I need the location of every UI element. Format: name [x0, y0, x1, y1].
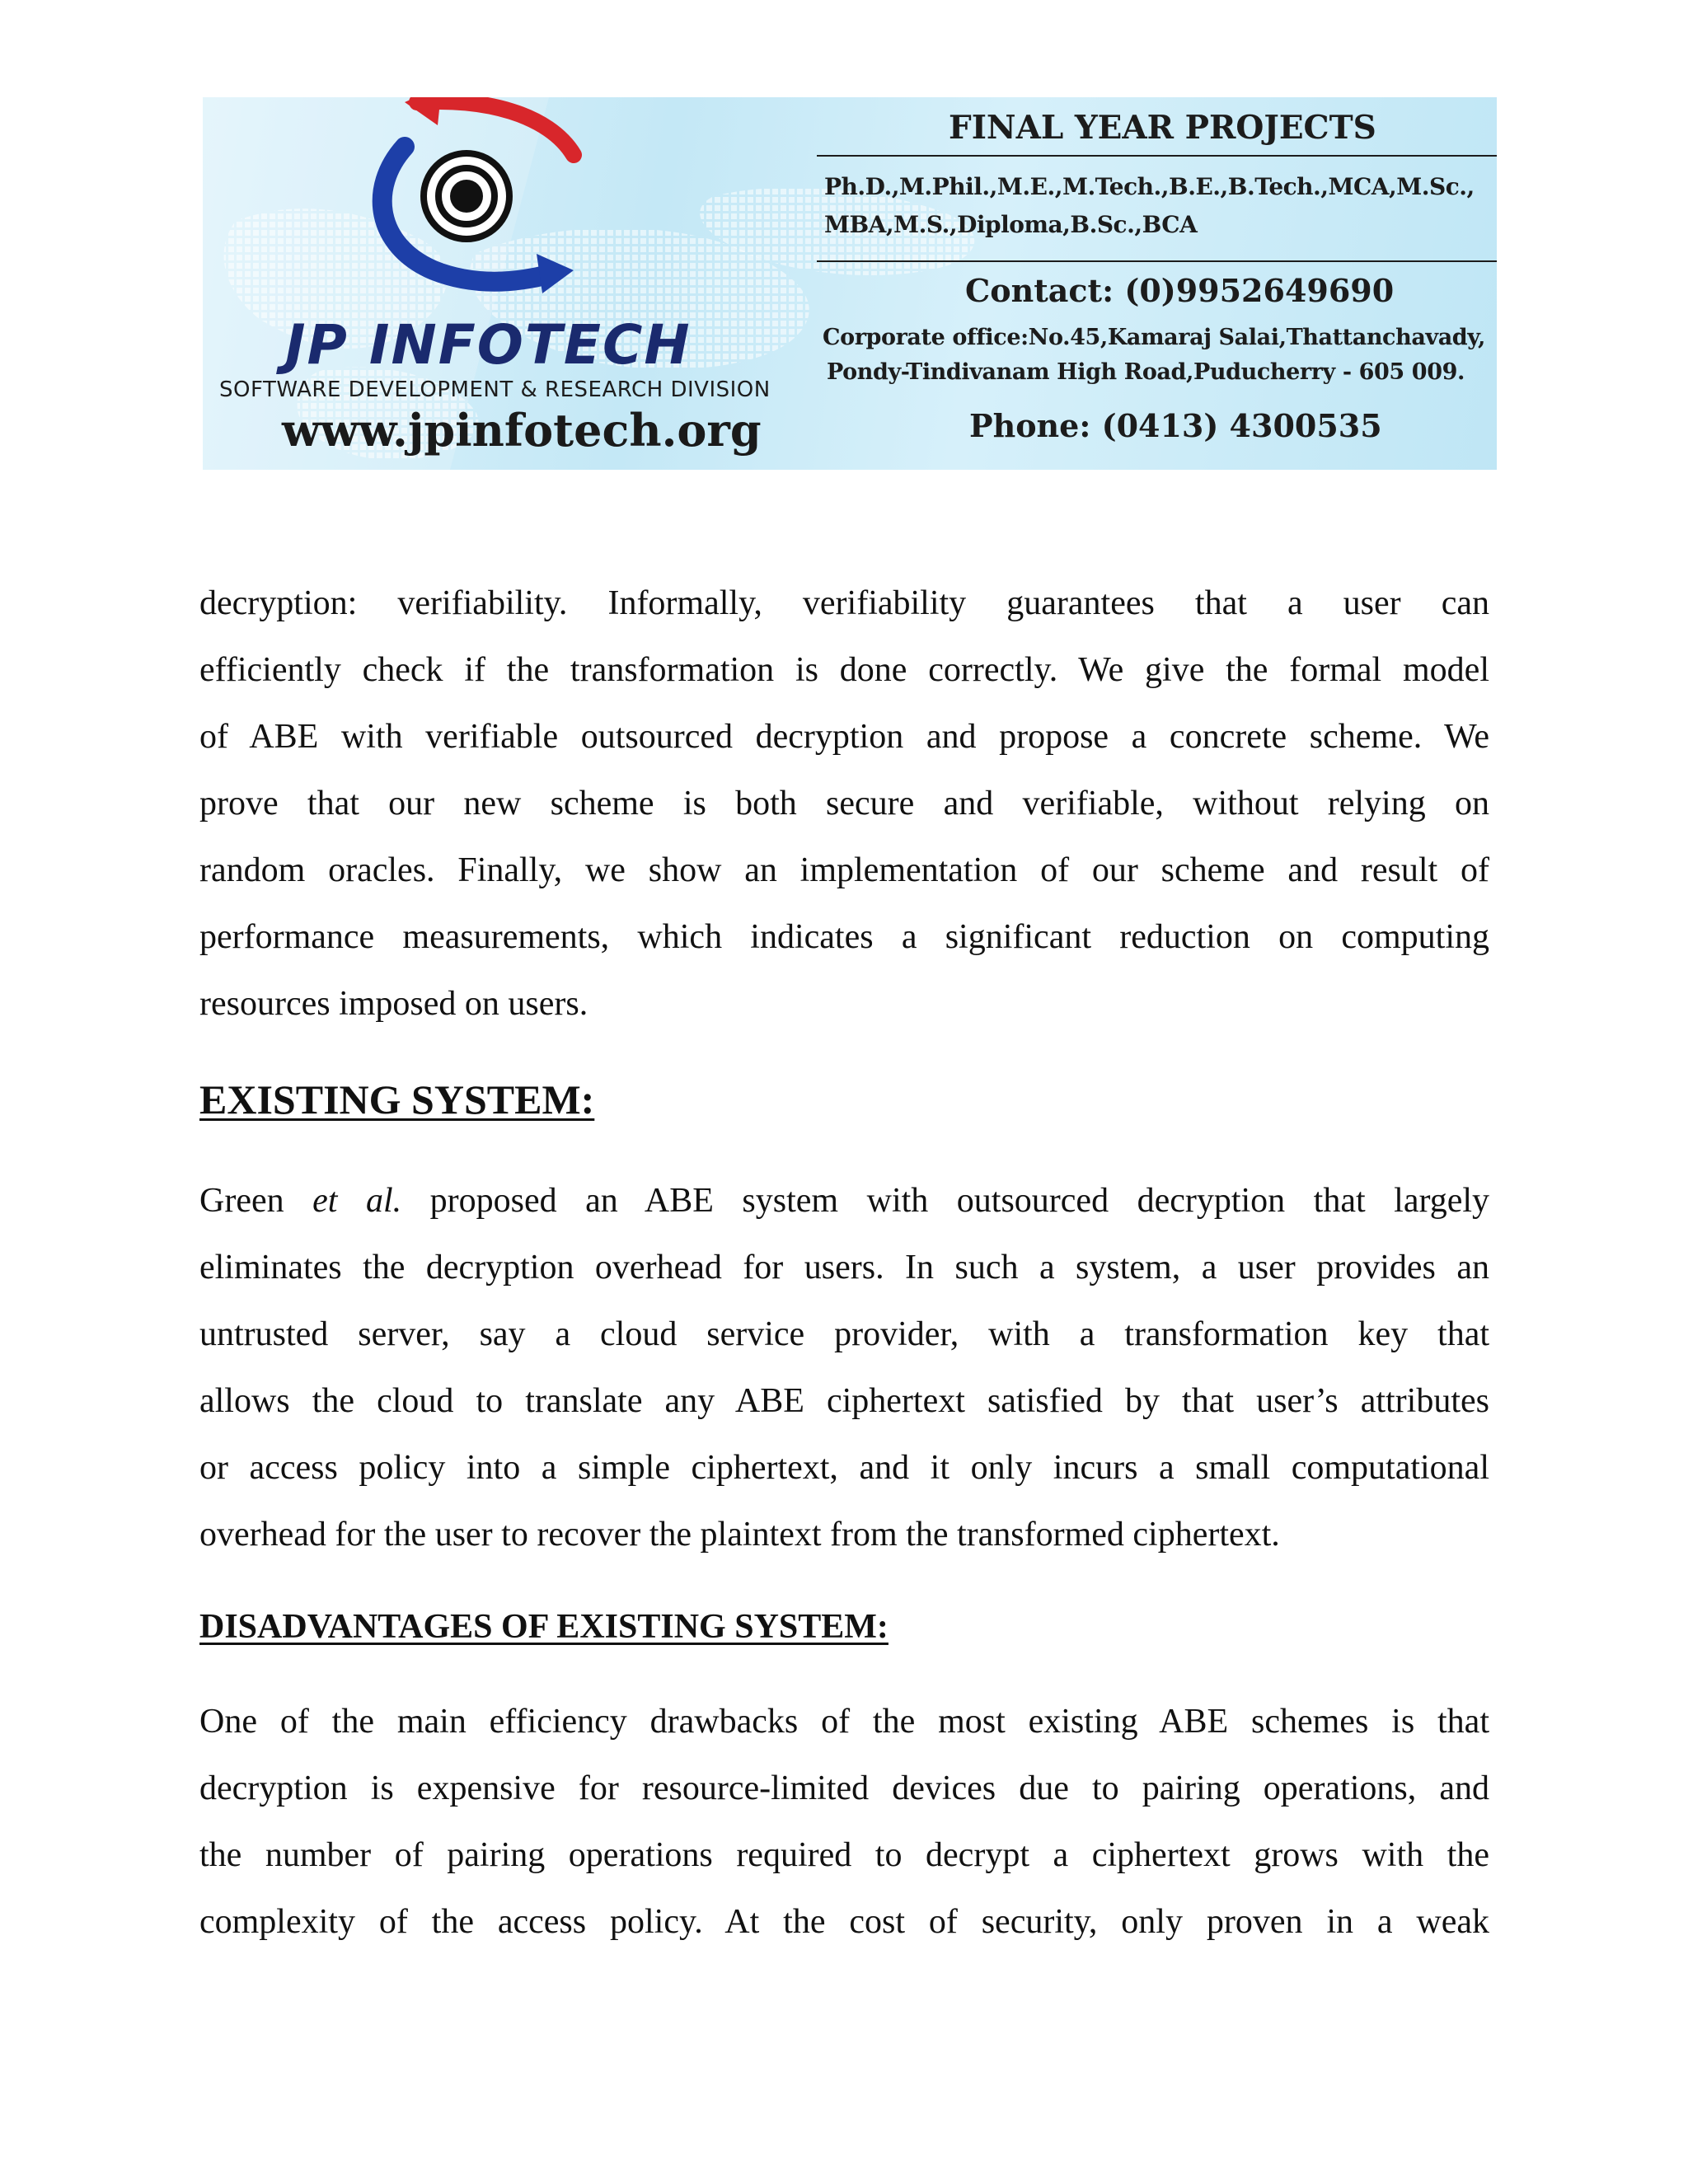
eye-target-icon — [326, 97, 607, 303]
disadvantages-paragraph — [199, 1689, 1489, 1956]
disadvantages-heading: DISADVANTAGES OF EXISTING SYSTEM: — [199, 1608, 889, 1646]
office-address-line-1: Corporate office:No.45,Kamaraj Salai,Thattanchavady, — [823, 325, 1485, 350]
paragraph-line-rest: proposed an ABE system with outsourced decryption that largely — [429, 1182, 1490, 1220]
degrees-line-1: Ph.D.,M.Phil.,M.E.,M.Tech.,B.E.,B.Tech.,MCA,M.Sc., — [824, 173, 1475, 200]
paragraph-line: efficiently check if the transformation is done correctly. We give the formal model — [199, 651, 1489, 689]
banner-divider-top — [817, 155, 1497, 157]
author-name: Green — [199, 1182, 284, 1220]
paragraph-line: One of the main efficiency drawbacks of the most existing ABE schemes is that — [199, 1703, 1489, 1741]
paragraph-line: overhead for the user to recover the plaintext from the transformed ciphertext. — [199, 1516, 1280, 1554]
paragraph-line: performance measurements, which indicates a significant reduction on computing — [199, 918, 1489, 956]
paragraph-line: decryption: verifiability. Informally, verifiability guarantees that a user can — [199, 584, 1489, 622]
citation-italic: et al. — [312, 1182, 402, 1220]
paragraph-line: decryption is expensive for resource-limited devices due to pairing operations, and — [199, 1769, 1489, 1807]
brand-tagline: SOFTWARE DEVELOPMENT & RESEARCH DIVISION — [219, 377, 771, 402]
header-banner — [203, 97, 1497, 470]
website-link[interactable]: www.jpinfotech.org — [282, 404, 762, 457]
office-address-line-2: Pondy-Tindivanam High Road,Puducherry - 605 009. — [827, 359, 1465, 385]
degrees-line-2: MBA,M.S.,Diploma,B.Sc.,BCA — [824, 211, 1198, 238]
contact-number: Contact: (0)9952649690 — [965, 272, 1395, 309]
paragraph-line: complexity of the access policy. At the cost of security, only proven in a weak — [199, 1903, 1489, 1941]
existing-system-heading: EXISTING SYSTEM: — [199, 1076, 595, 1122]
existing-system-paragraph — [199, 1168, 1489, 1568]
paragraph-line: allows the cloud to translate any ABE ciphertext satisfied by that user’s attributes — [199, 1382, 1489, 1420]
paragraph-line: of ABE with verifiable outsourced decryption and propose a concrete scheme. We — [199, 718, 1489, 756]
banner-divider-bottom — [817, 260, 1497, 262]
paragraph-line: eliminates the decryption overhead for users. In such a system, a user provides an — [199, 1249, 1489, 1286]
brand-name: JP INFOTECH — [285, 313, 692, 377]
paragraph-line: resources imposed on users. — [199, 985, 588, 1023]
paragraph-line: untrusted server, say a cloud service provider, with a transformation key that — [199, 1315, 1489, 1353]
paragraph-line: or access policy into a simple ciphertext, and it only incurs a small computational — [199, 1449, 1489, 1487]
paragraph-line — [199, 1168, 1489, 1235]
phone-number: Phone: (0413) 4300535 — [969, 407, 1382, 444]
intro-paragraph — [199, 570, 1489, 1038]
paragraph-line: the number of pairing operations required to decrypt a ciphertext grows with the — [199, 1836, 1489, 1874]
banner-title: FINAL YEAR PROJECTS — [949, 109, 1376, 147]
paragraph-line: random oracles. Finally, we show an implementation of our scheme and result of — [199, 851, 1489, 889]
paragraph-line: prove that our new scheme is both secure and verifiable, without relying on — [199, 785, 1489, 823]
